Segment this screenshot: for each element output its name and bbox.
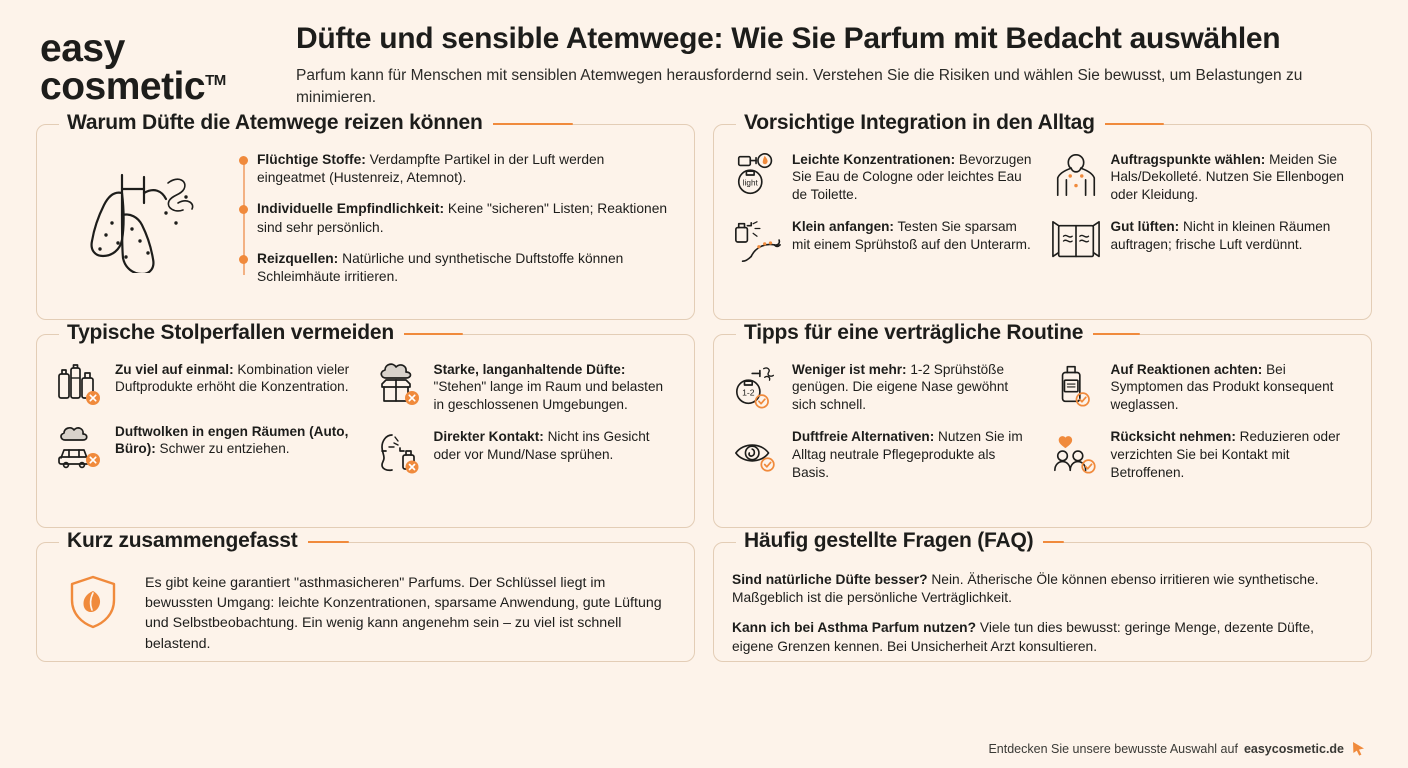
footer-text: Entdecken Sie unsere bewusste Auswahl auf (988, 742, 1238, 756)
list-item (374, 428, 677, 476)
item-body: Reduzieren oder verzichten Sie bei Kontakt mit Betroffenen. (1110, 429, 1341, 481)
brand-logo (40, 22, 290, 109)
body-application-points-icon (1051, 151, 1101, 199)
item-text (1111, 428, 1354, 482)
item-lead: Duftfreie Alternativen: (792, 429, 935, 445)
item-lead: Direkter Kontakt: (433, 429, 544, 445)
list-item (257, 151, 676, 188)
page-subtitle: Parfum kann für Menschen mit sensiblen Atemwegen herausfordernd sein. Verstehen Sie die Risiken und wählen Sie bewusst, um Belastungen zu minimieren. (296, 66, 1303, 107)
item-text (115, 423, 358, 459)
spray-on-arm-icon (732, 218, 782, 266)
list-item (1051, 218, 1354, 266)
card-title-pitfalls: Typische Stolperfallen vermeiden (59, 321, 404, 345)
content-columns (0, 110, 1408, 662)
card-faq (713, 528, 1372, 662)
item-lead: Klein anfangen: (792, 219, 894, 235)
shield-leaf-icon (55, 571, 131, 633)
cursor-icon (1350, 740, 1368, 758)
summary-text: Es gibt keine garantiert "asthmasicheren" Parfums. Der Schlüssel liegt im bewussten Umgang: leichte Konzentrationen, sparsame Anwendung, gute Lüftung und Selbstbeobachtung. Ein wenig kann angenehm sein – zu viel ist schnell belastend. (145, 574, 662, 652)
integration-grid (732, 151, 1353, 267)
item-text (792, 218, 1035, 254)
item-body: 1-2 Sprühstöße genügen. Die eigene Nase gewöhnt sich schnell. (792, 361, 1009, 413)
bottle-label-icon (1051, 361, 1101, 409)
item-lead: Auf Reaktionen achten: (1110, 361, 1263, 377)
list-item (732, 428, 1035, 482)
item-lead: Auftragspunkte wählen: (1110, 151, 1266, 167)
header-texts (290, 22, 1368, 110)
item-body: Testen Sie sparsam mit einem Sprühstoß auf den Unterarm. (792, 219, 1031, 253)
list-item (1051, 428, 1354, 482)
item-body: "Stehen" lange im Raum und belasten in geschlossenen Umgebungen. (433, 379, 664, 413)
item-body: Nicht ins Gesicht oder vor Mund/Nase sprühen. (433, 429, 650, 463)
card-title-summary: Kurz zusammengefasst (59, 529, 308, 553)
irritation-body (55, 151, 676, 287)
faq-list (732, 569, 1353, 657)
item-text (1111, 218, 1354, 254)
card-pitfalls (36, 320, 695, 528)
item-body: Bevorzugen Sie Eau de Cologne oder leichtes Eau de Toilette. (792, 151, 1032, 203)
open-window-icon (1051, 218, 1101, 266)
card-irritation (36, 110, 695, 320)
irritation-bullet-list (239, 151, 676, 287)
spray-face-icon (374, 428, 424, 476)
spray-count-icon (732, 361, 782, 409)
people-consideration-icon (1051, 428, 1101, 476)
item-body: Nicht in kleinen Räumen auftragen; frische Luft verdünnt. (1110, 219, 1331, 253)
card-integration (713, 110, 1372, 320)
bullet-text: Keine "sicheren" Listen; Reaktionen sind sehr persönlich. (257, 201, 668, 235)
item-text (792, 428, 1035, 482)
list-item (55, 423, 358, 471)
item-body: Nutzen Sie im Alltag neutrale Pflegeprodukte als Basis. (792, 429, 1023, 481)
integration-col-right (1051, 151, 1354, 267)
list-item (732, 218, 1035, 266)
item-text (434, 428, 677, 464)
pitfalls-col-left (55, 361, 358, 477)
card-title-integration: Vorsichtige Integration in den Alltag (736, 111, 1105, 135)
item-lead: Zu viel auf einmal: (115, 361, 234, 377)
bullet-lead: Reizquellen: (257, 250, 339, 266)
item-text (434, 361, 677, 415)
fragrance-free-icon (732, 428, 782, 476)
footer (988, 740, 1368, 758)
lungs-icon (55, 151, 225, 273)
item-text (1111, 151, 1354, 205)
pitfalls-col-right (374, 361, 677, 477)
many-products-icon (55, 361, 105, 409)
card-title-faq: Häufig gestellte Fragen (FAQ) (736, 529, 1043, 553)
faq-item (732, 619, 1353, 657)
faq-question: Sind natürliche Düfte besser? (732, 571, 928, 587)
bullet-text: Natürliche und synthetische Duftstoffe können Schleimhäute irritieren. (257, 250, 624, 285)
item-lead: Rücksicht nehmen: (1110, 429, 1236, 445)
item-body: Kombination vieler Duftprodukte erhöht die Konzentration. (115, 361, 350, 395)
item-text (1111, 361, 1354, 415)
list-item (374, 361, 677, 415)
list-item (1051, 361, 1354, 415)
list-item (257, 200, 676, 237)
bullet-text: Verdampfte Partikel in der Luft werden eingeatmet (Hustenreiz, Atemnot). (257, 151, 605, 185)
faq-question: Kann ich bei Asthma Parfum nutzen? (732, 620, 977, 636)
routine-col-right (1051, 361, 1354, 483)
routine-grid (732, 361, 1353, 483)
page-title: Düfte und sensible Atemwege: Wie Sie Parfum mit Bedacht auswählen (296, 22, 1281, 55)
brand-line-1: easy (40, 27, 125, 70)
routine-col-left (732, 361, 1035, 483)
faq-item (732, 571, 1353, 609)
list-item (257, 250, 676, 287)
brand-line-2 (40, 65, 226, 109)
list-item (55, 361, 358, 409)
card-routine (713, 320, 1372, 528)
item-body: Meiden Sie Hals/Dekolleté. Nutzen Sie Ellenbogen oder Kleidung. (1110, 151, 1344, 203)
item-lead: Weniger ist mehr: (792, 361, 907, 377)
card-title-routine: Tipps für eine verträgliche Routine (736, 321, 1093, 345)
item-lead: Gut lüften: (1110, 219, 1180, 235)
item-lead: Leichte Konzentrationen: (792, 151, 956, 167)
brand-line-2-text: cosmetic (40, 65, 206, 109)
list-item (732, 151, 1035, 205)
item-text (792, 151, 1035, 205)
faq-answer: Viele tun dies bewusst: geringe Menge, dezente Düfte, eigene Grenzen kennen. Bei Unsicherheit Arzt konsultieren. (732, 620, 1315, 654)
item-body: Bei Symptomen das Produkt konsequent weglassen. (1110, 361, 1334, 413)
left-column (36, 110, 695, 662)
car-office-cloud-icon (55, 423, 105, 471)
right-column (713, 110, 1372, 662)
svg-text:1-2: 1-2 (742, 387, 755, 398)
svg-text:light: light (742, 178, 758, 188)
pitfalls-grid (55, 361, 676, 477)
card-title-irritation: Warum Düfte die Atemwege reizen können (59, 111, 493, 135)
faq-answer: Nein. Ätherische Öle können ebenso irritieren wie synthetische. Maßgeblich ist die persönliche Verträglichkeit. (732, 571, 1319, 606)
integration-col-left (732, 151, 1035, 267)
perfume-bottle-light-icon (732, 151, 782, 199)
item-text (792, 361, 1035, 415)
item-text (115, 361, 358, 397)
item-lead: Duftwolken in engen Räumen (Auto, Büro): (115, 423, 349, 457)
header (0, 0, 1408, 110)
item-lead: Starke, langanhaltende Düfte: (433, 361, 626, 377)
footer-link[interactable]: easycosmetic.de (1243, 742, 1344, 756)
scent-cloud-box-icon (374, 361, 424, 409)
list-item (1051, 151, 1354, 205)
item-body: Schwer zu entziehen. (155, 441, 290, 457)
bullet-lead: Individuelle Empfindlichkeit: (257, 201, 445, 217)
card-summary (36, 528, 695, 662)
bullet-lead: Flüchtige Stoffe: (257, 151, 366, 167)
trademark-mark: TM (205, 72, 226, 90)
summary-body (55, 569, 676, 655)
list-item (732, 361, 1035, 415)
